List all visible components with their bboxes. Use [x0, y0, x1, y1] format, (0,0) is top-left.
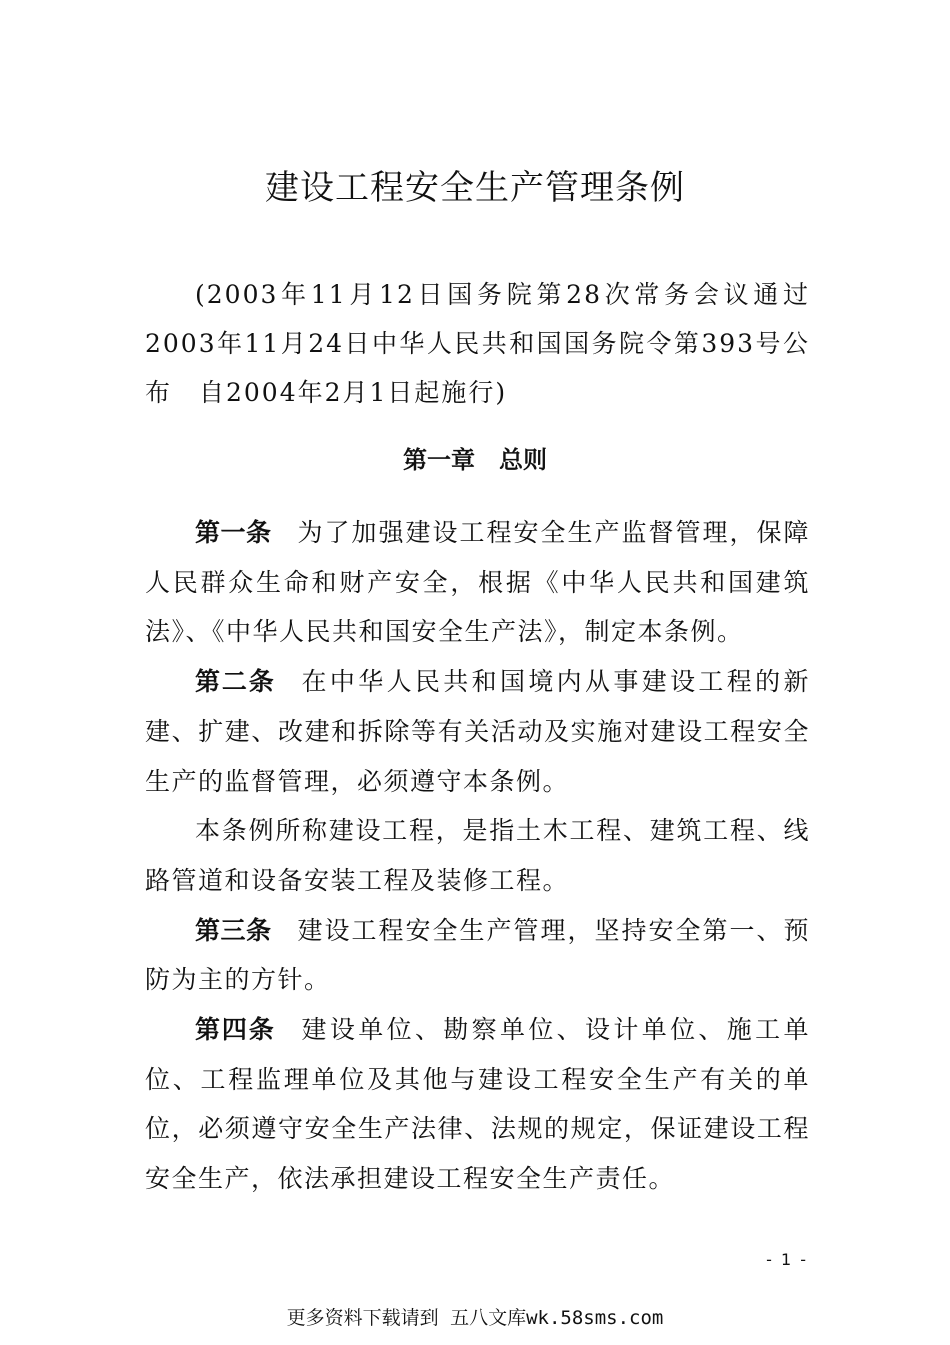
document-title: 建设工程安全生产管理条例 [265, 168, 685, 208]
article-paragraph [145, 806, 810, 905]
article-label: 第四条 [195, 1015, 276, 1045]
article-body [145, 508, 810, 1204]
article-label: 第一条 [195, 518, 272, 547]
article-text: 本条例所称建设工程，是指土木工程、建筑工程、线路管道和设备安装工程及装修工程。 [145, 816, 810, 895]
article-text: 为了加强建设工程安全生产监督管理，保障人民群众生命和财产安全，根据《中华人民共和国建筑法》、《中华人民共和国安全生产法》，制定本条例。 [145, 518, 810, 647]
article-label: 第二条 [195, 667, 276, 697]
article-paragraph [145, 1005, 810, 1204]
article-text: 建设单位、勘察单位、设计单位、施工单位、工程监理单位及其他与建设工程安全生产有关的单位，必须遵守安全生产法律、法规的规定，保证建设工程安全生产，依法承担建设工程安全生产责任。 [145, 1015, 810, 1194]
article-paragraph [145, 508, 810, 657]
chapter-heading: 第一章 总则 [403, 446, 547, 474]
article-text: 在中华人民共和国境内从事建设工程的新建、扩建、改建和拆除等有关活动及实施对建设工程安全生产的监督管理，必须遵守本条例。 [145, 667, 810, 796]
adoption-note: (2003年11月12日国务院第28次常务会议通过 2003年11月24日中华人民共和国国务院令第393号公布 自2004年2月1日起施行) [145, 280, 838, 407]
article-paragraph [145, 906, 810, 1005]
article-paragraph [145, 657, 810, 806]
article-label: 第三条 [195, 915, 272, 945]
download-footer: 更多资料下载请到 五八文库wk.58sms.com [286, 1307, 664, 1329]
page-number: - 1 - [766, 1250, 808, 1269]
article-text: 建设工程安全生产管理，坚持安全第一、预防为主的方针。 [145, 915, 810, 995]
